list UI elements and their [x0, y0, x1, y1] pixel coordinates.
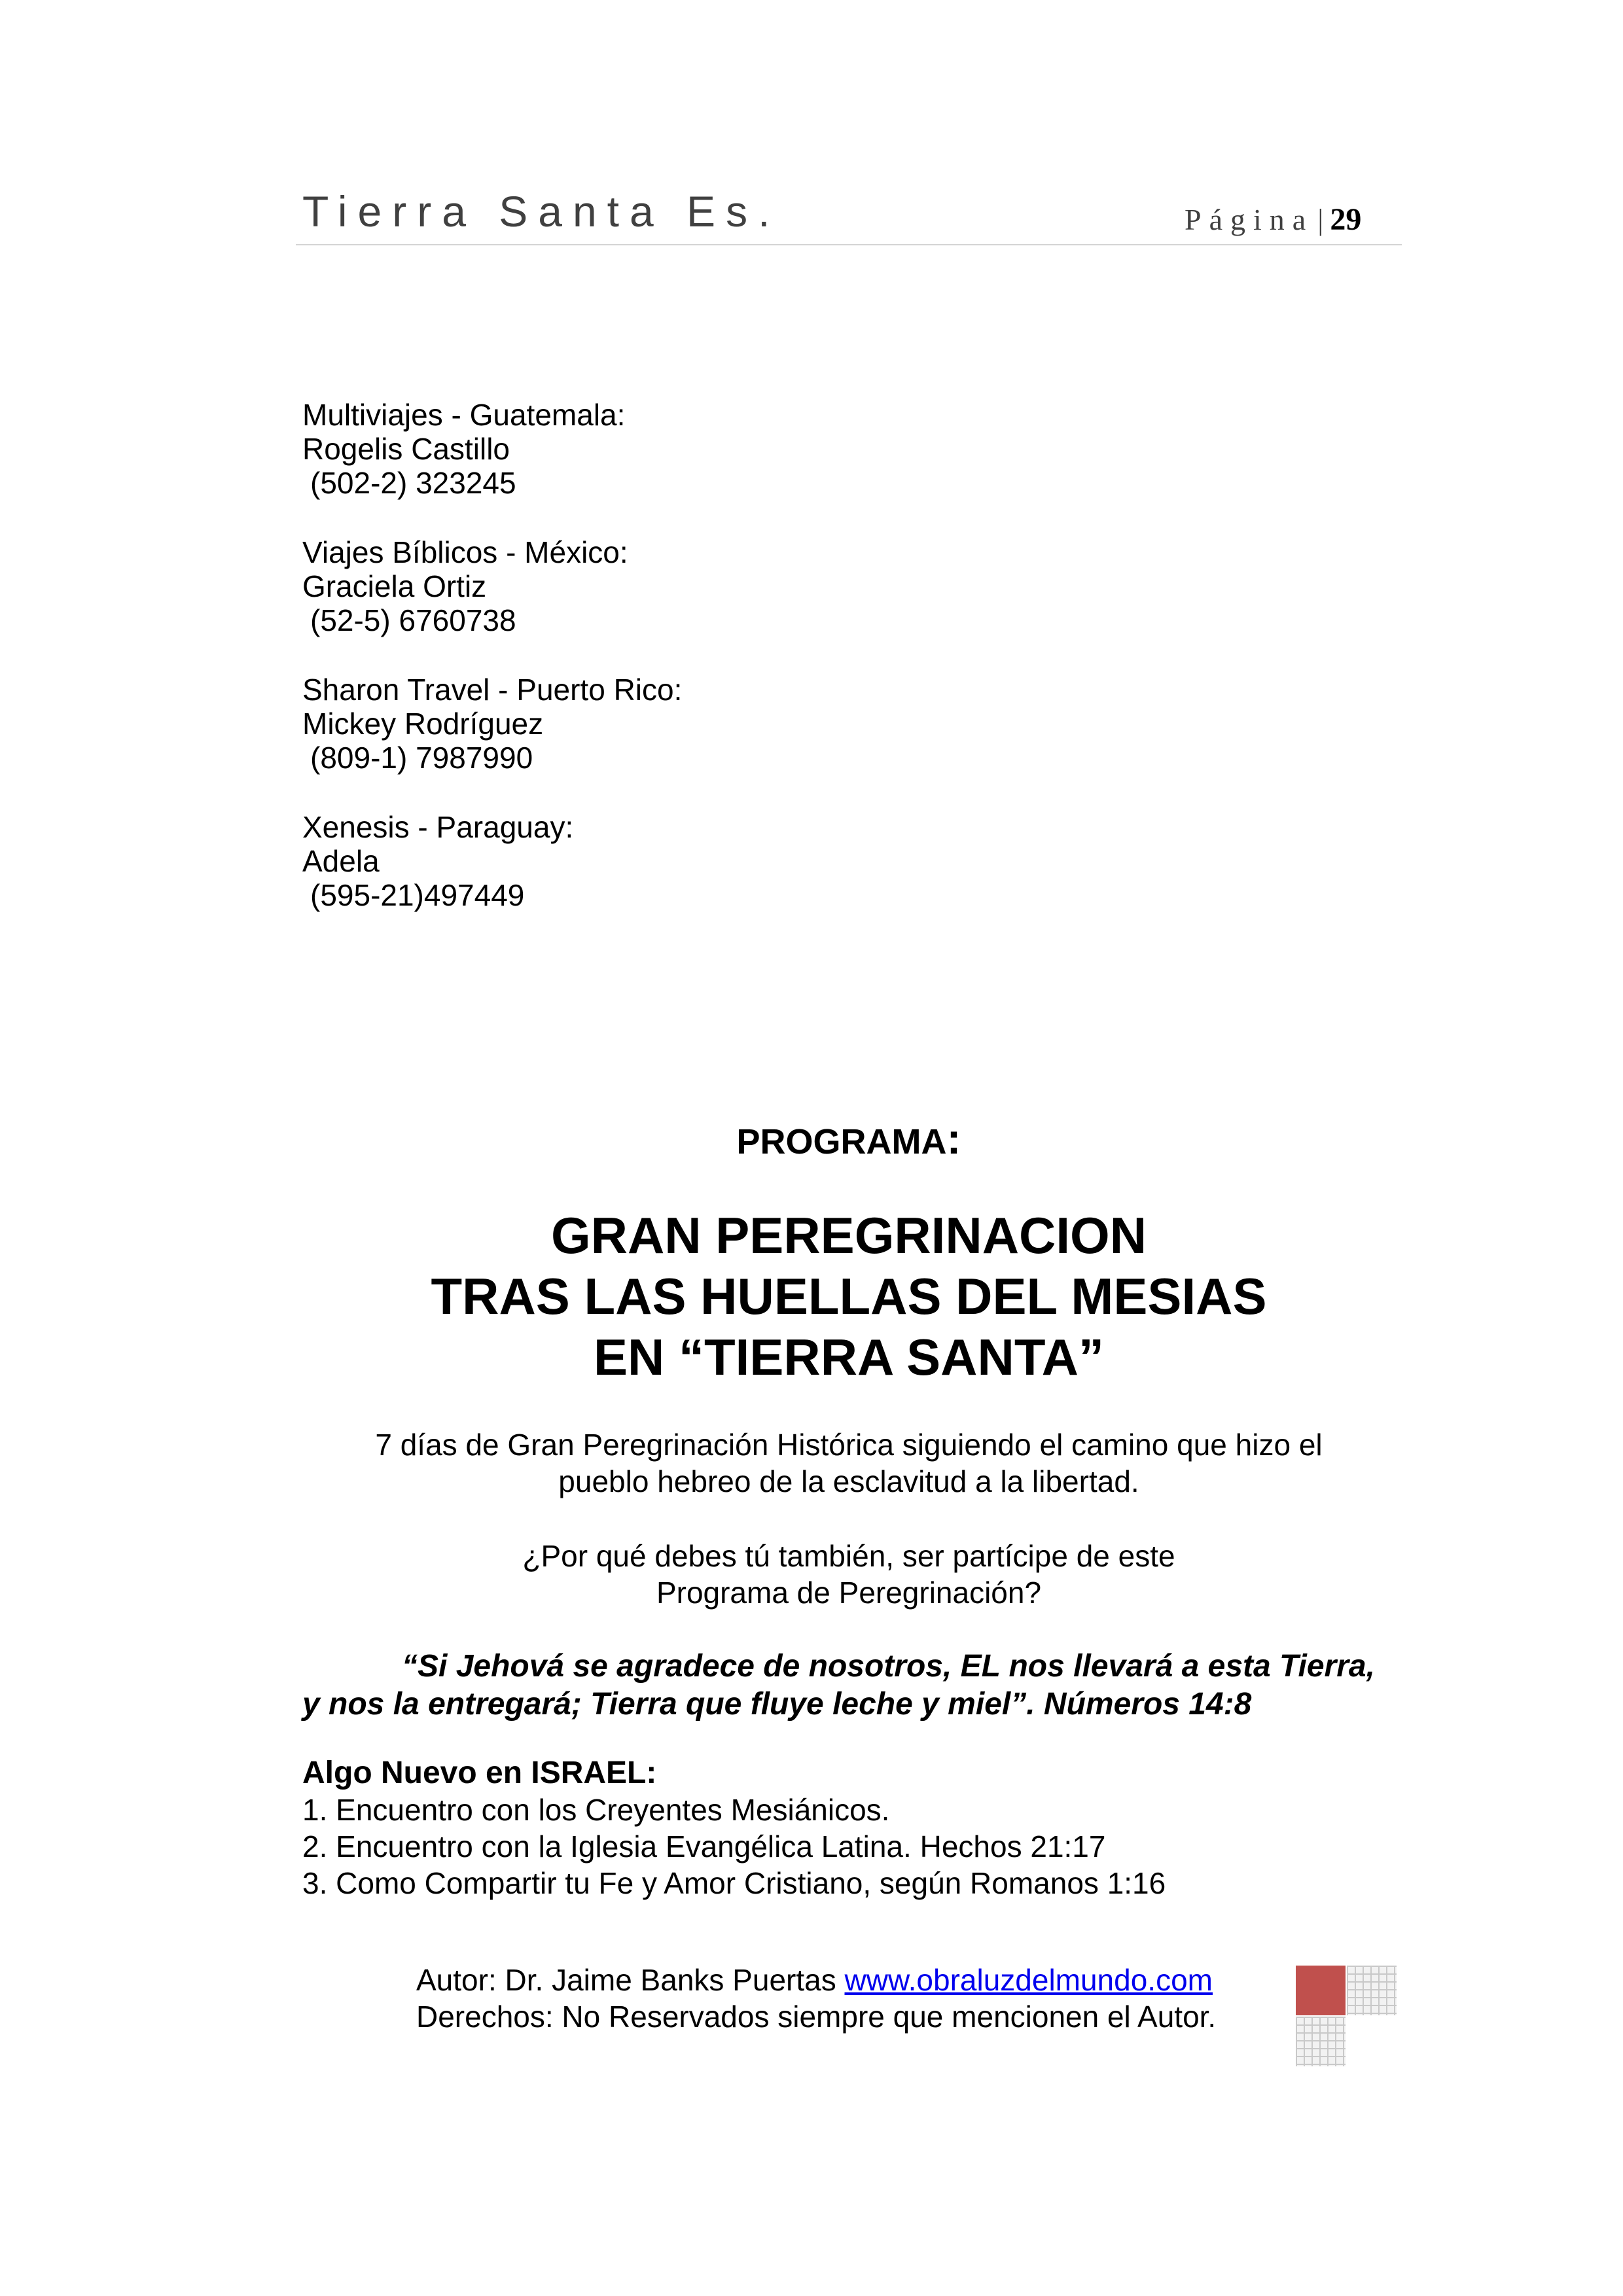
contact-mexico	[302, 535, 1088, 637]
programa-label	[296, 1114, 1402, 1163]
description-line: pueblo hebreo de la esclavitud a la libertad.	[558, 1464, 1139, 1498]
contact-agency: Sharon Travel - Puerto Rico:	[302, 673, 683, 707]
description-line: 7 días de Gran Peregrinación Histórica siguiendo el camino que hizo el	[375, 1428, 1323, 1462]
quote-line: “Si Jehová se agradece de nosotros, EL nos llevará a esta Tierra,	[402, 1649, 1375, 1684]
running-header-title: Tierra Santa Es.	[302, 187, 781, 236]
author-line	[416, 1962, 1216, 1998]
program-question	[296, 1538, 1402, 1611]
contact-phone: (52-5) 6760738	[310, 603, 516, 637]
contact-phone: (595-21)497449	[310, 878, 525, 912]
algo-nuevo-section	[302, 1755, 1402, 1901]
page-number-block: Página | 29	[1185, 202, 1362, 237]
contact-phone: (502-2) 323245	[310, 466, 516, 500]
page-number: 29	[1330, 202, 1362, 237]
author-prefix: Autor: Dr. Jaime Banks Puertas	[416, 1963, 845, 1997]
question-line: Programa de Peregrinación?	[656, 1576, 1042, 1610]
program-title	[296, 1205, 1402, 1388]
page-label: Página	[1185, 203, 1314, 236]
header-rule	[296, 244, 1402, 245]
decorative-red-square	[1296, 1966, 1346, 2015]
programa-label-text: PROGRAMA	[736, 1122, 947, 1161]
author-footer	[416, 1962, 1216, 2035]
rights-line: Derechos: No Reservados siempre que mencionen el Autor.	[416, 2000, 1217, 2034]
list-item: 3. Como Compartir tu Fe y Amor Cristiano, según Romanos 1:16	[302, 1866, 1166, 1900]
contact-person: Rogelis Castillo	[302, 432, 510, 466]
contact-agency: Viajes Bíblicos - México:	[302, 535, 628, 569]
title-line: EN “TIERRA SANTA”	[594, 1328, 1104, 1386]
contact-paraguay	[302, 810, 1088, 912]
contact-guatemala	[302, 398, 1088, 500]
quote-line: y nos la entregará; Tierra que fluye leche y miel”. Números 14:8	[302, 1687, 1252, 1722]
contact-person: Adela	[302, 844, 380, 878]
decorative-grid-square	[1296, 2017, 1346, 2066]
program-description	[296, 1426, 1402, 1500]
list-item: 2. Encuentro con la Iglesia Evangélica Latina. Hechos 21:17	[302, 1829, 1106, 1863]
contact-agency: Xenesis - Paraguay:	[302, 810, 574, 844]
decorative-grid-square	[1347, 1966, 1397, 2015]
contact-person: Mickey Rodríguez	[302, 707, 544, 741]
contact-agency: Multiviajes - Guatemala:	[302, 398, 626, 432]
title-line: TRAS LAS HUELLAS DEL MESIAS	[431, 1267, 1267, 1325]
question-line: ¿Por qué debes tú también, ser partícipe de este	[522, 1539, 1175, 1573]
list-item: 1. Encuentro con los Creyentes Mesiánicos.	[302, 1793, 890, 1827]
contact-list	[302, 398, 1088, 947]
programa-colon: :	[946, 1114, 961, 1163]
bible-quote	[302, 1648, 1402, 1723]
contact-phone: (809-1) 7987990	[310, 741, 533, 775]
contact-person: Graciela Ortiz	[302, 569, 487, 603]
title-line: GRAN PEREGRINACION	[550, 1207, 1147, 1264]
algo-nuevo-heading: Algo Nuevo en ISRAEL:	[302, 1756, 657, 1790]
contact-puerto-rico	[302, 673, 1088, 775]
author-website-link[interactable]: www.obraluzdelmundo.com	[844, 1963, 1213, 1997]
